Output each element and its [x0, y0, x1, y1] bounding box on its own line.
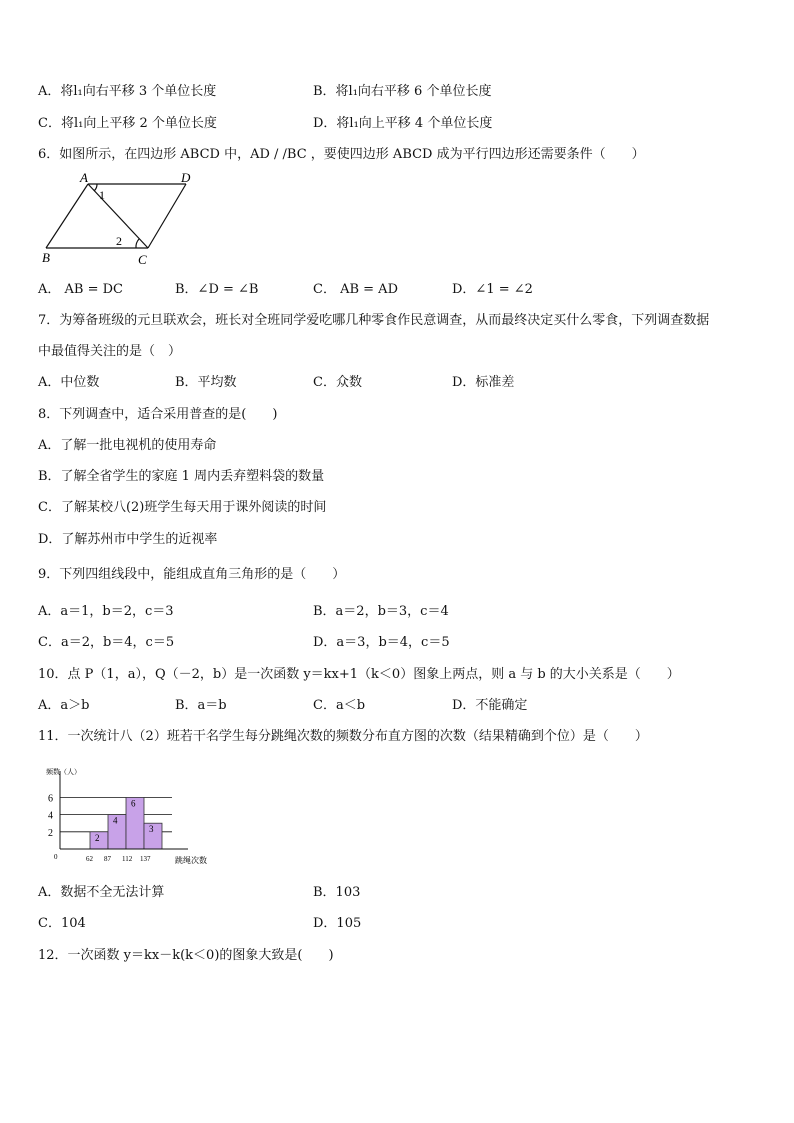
- bar-value-label-112: 6: [131, 798, 136, 809]
- vertex-b-label: B: [42, 250, 50, 265]
- q10-stem: 10．点 P（1，a），Q（－2，b）是一次函数 y＝kx+1（k＜0）图象上两点，则 a 与 b 的大小关系是（ ）: [38, 667, 680, 682]
- vertex-a-label: A: [80, 170, 88, 185]
- q6-parallelogram-figure: [38, 170, 208, 270]
- q5-option-c: C．将l₁向上平移 2 个单位长度: [38, 116, 217, 131]
- y-tick-label-4: 4: [48, 810, 53, 822]
- vertex-d-label: D: [181, 170, 191, 185]
- y-tick-label-6: 6: [48, 793, 53, 805]
- q11-option-a: A．数据不全无法计算: [38, 885, 165, 900]
- q11-stem: 11．一次统计八（2）班若干名学生每分跳绳次数的频数分布直方图的次数（结果精确到个位）是（ ）: [38, 729, 648, 744]
- q7-option-d: D．标准差: [452, 375, 515, 390]
- q8-option-c: C．了解某校八(2)班学生每天用于课外阅读的时间: [38, 500, 327, 515]
- q7-option-b: B．平均数: [175, 375, 237, 390]
- q9-stem: 9．下列四组线段中，能组成直角三角形的是（ ）: [38, 567, 346, 582]
- angle-2-arc: [136, 239, 139, 248]
- q10-option-c: C．a＜b: [313, 698, 366, 713]
- angle-1-label: 1: [99, 188, 105, 202]
- q10-option-a: A．a＞b: [38, 698, 90, 713]
- q6-option-d: D．∠1 = ∠2: [452, 282, 533, 297]
- q9-option-d: D．a＝3，b＝4，c＝5: [313, 635, 450, 650]
- angle-1-arc: [94, 184, 97, 191]
- q9-option-b: B．a＝2，b＝3，c＝4: [313, 604, 449, 619]
- x-tick-label-62: 62: [86, 855, 93, 863]
- q11-option-c: C．104: [38, 916, 86, 931]
- q7-stem-line1: 7．为筹备班级的元旦联欢会，班长对全班同学爱吃哪几种零食作民意调查，从而最终决定买什么零食，下列调查数据: [38, 313, 710, 328]
- x-tick-label-112: 112: [122, 855, 133, 863]
- q7-stem-line2: 中最值得关注的是（ ）: [38, 344, 182, 359]
- q8-stem: 8．下列调查中，适合采用普查的是( ): [38, 407, 278, 422]
- y-tick-label-2: 2: [48, 827, 53, 839]
- q8-option-b: B．了解全省学生的家庭 1 周内丢弃塑料袋的数量: [38, 469, 325, 484]
- y-axis-title: 频数（人）: [46, 768, 81, 776]
- q5-option-a: A．将l₁向右平移 3 个单位长度: [38, 84, 217, 99]
- angle-2-label: 2: [116, 234, 122, 248]
- x-tick-label-137: 137: [140, 855, 151, 863]
- q5-option-d: D．将l₁向上平移 4 个单位长度: [313, 116, 493, 131]
- q11-histogram: [38, 763, 218, 873]
- q6-option-c: C． AB = AD: [313, 282, 398, 297]
- side-dc: [148, 184, 186, 248]
- q10-option-b: B．a＝b: [175, 698, 227, 713]
- bar-value-label-87: 4: [113, 815, 118, 826]
- q8-option-d: D．了解苏州市中学生的近视率: [38, 532, 218, 547]
- q11-option-d: D．105: [313, 916, 362, 931]
- q10-option-d: D．不能确定: [452, 698, 528, 713]
- q8-option-a: A．了解一批电视机的使用寿命: [38, 438, 217, 453]
- q9-option-c: C．a＝2，b＝4，c＝5: [38, 635, 175, 650]
- bar-value-label-62: 2: [95, 832, 100, 843]
- q7-option-a: A．中位数: [38, 375, 100, 390]
- q6-option-a: A． AB = DC: [38, 282, 123, 297]
- q6-option-b: B．∠D = ∠B: [175, 282, 259, 297]
- y-tick-label-0: 0: [54, 853, 58, 861]
- x-tick-label-87: 87: [104, 855, 111, 863]
- bar-value-label-137: 3: [149, 824, 154, 835]
- x-axis-title: 跳绳次数: [175, 856, 207, 865]
- q9-option-a: A．a＝1，b＝2，c＝3: [38, 604, 174, 619]
- q6-stem: 6．如图所示，在四边形 ABCD 中，AD / /BC ，要使四边形 ABCD 成为平行四边形还需要条件（ ）: [38, 147, 645, 162]
- q11-option-b: B．103: [313, 885, 361, 900]
- vertex-c-label: C: [138, 252, 147, 267]
- q12-stem: 12．一次函数 y＝kx－k(k＜0)的图象大致是( ): [38, 948, 334, 963]
- q7-option-c: C．众数: [313, 375, 362, 390]
- q5-option-b: B．将l₁向右平移 6 个单位长度: [313, 84, 492, 99]
- side-ab: [46, 184, 88, 248]
